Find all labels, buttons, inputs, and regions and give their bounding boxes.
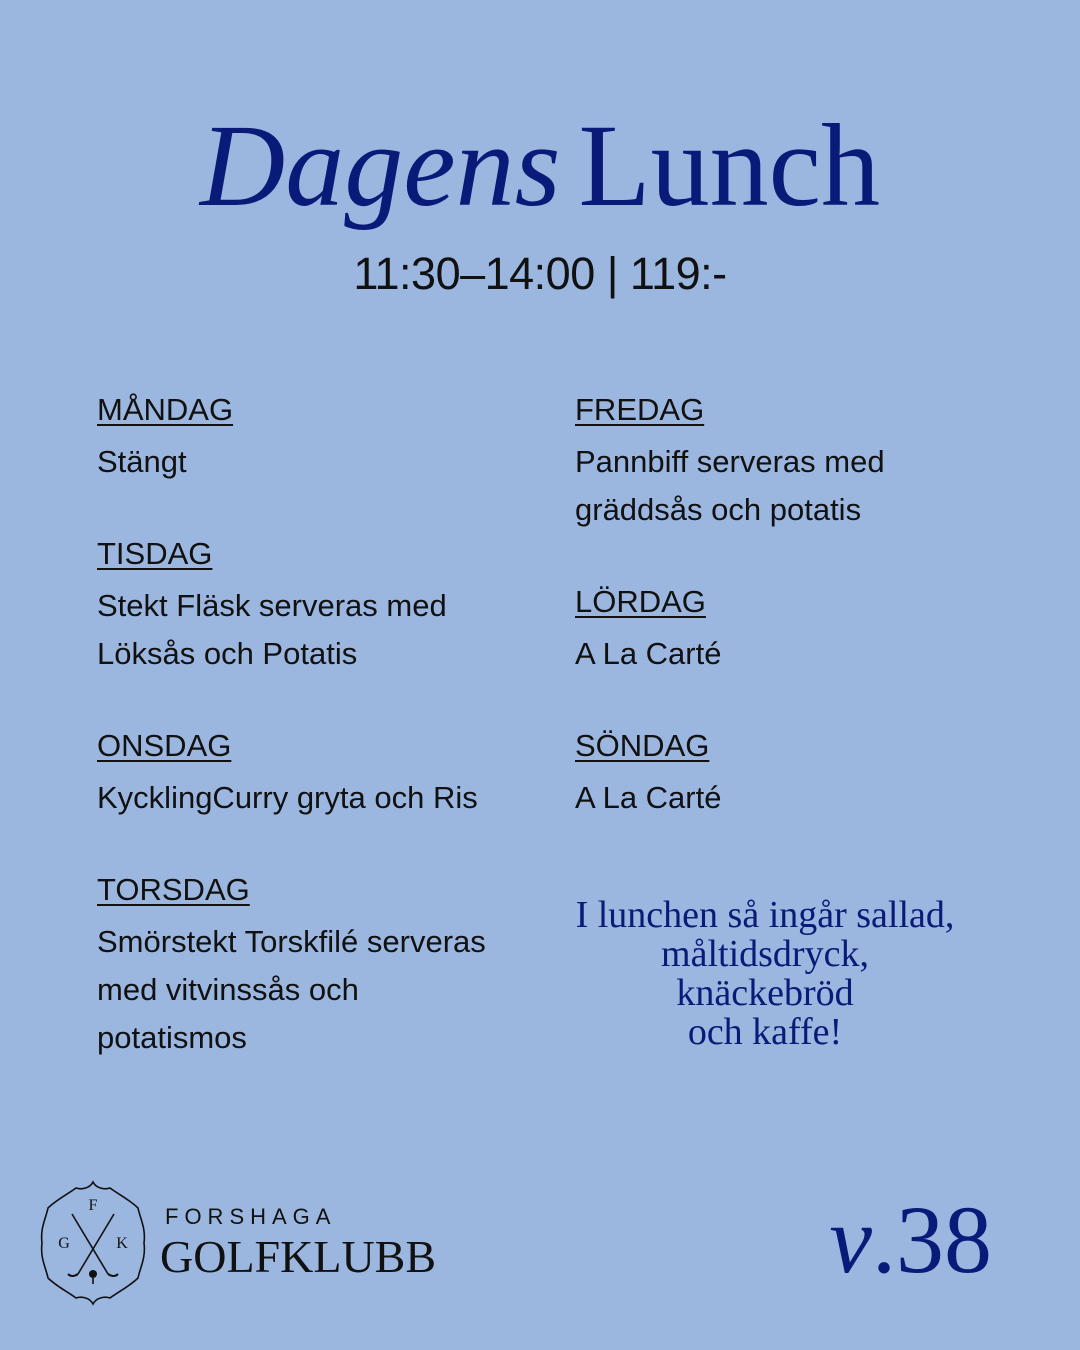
day-wednesday bbox=[97, 726, 557, 822]
week-number bbox=[829, 1180, 992, 1300]
day-sunday bbox=[575, 726, 1035, 822]
dish bbox=[97, 438, 557, 486]
day-name: TISDAG bbox=[97, 536, 213, 571]
golf-club-logo-icon bbox=[38, 1178, 148, 1308]
dish bbox=[97, 918, 557, 1062]
hours-price: 11:30–14:00 | 119:- bbox=[353, 248, 727, 299]
day-tuesday bbox=[97, 534, 557, 678]
page-title bbox=[0, 96, 1080, 236]
note-line: knäckebröd bbox=[676, 972, 854, 1014]
dish-line: A La Carté bbox=[575, 636, 722, 671]
dish-line: Pannbiff serveras med bbox=[575, 444, 885, 479]
day-monday bbox=[97, 390, 557, 486]
title-regular: Lunch bbox=[578, 100, 880, 231]
dish-line: potatismos bbox=[97, 1020, 247, 1055]
day-name: FREDAG bbox=[575, 392, 705, 427]
lunch-included-note bbox=[540, 896, 990, 1052]
day-name: LÖRDAG bbox=[575, 584, 706, 619]
week-value: .38 bbox=[872, 1186, 992, 1293]
note-line: och kaffe! bbox=[687, 1011, 843, 1053]
brand-forshaga: FORSHAGA bbox=[165, 1204, 337, 1229]
week-prefix: v bbox=[829, 1186, 872, 1293]
title-italic: Dagens bbox=[200, 100, 561, 231]
dish-line: med vitvinssås och bbox=[97, 972, 359, 1007]
dish-line: A La Carté bbox=[575, 780, 722, 815]
day-name: ONSDAG bbox=[97, 728, 232, 763]
dish bbox=[97, 582, 557, 678]
dish bbox=[575, 438, 1035, 534]
note-line: måltidsdryck, bbox=[661, 933, 869, 975]
note-line: I lunchen så ingår sallad, bbox=[575, 894, 955, 936]
logo-letter-left: G bbox=[58, 1235, 70, 1252]
dish-line: Stängt bbox=[97, 444, 187, 479]
dish bbox=[575, 630, 1035, 678]
logo-letter-right: K bbox=[116, 1235, 128, 1252]
dish-line: Smörstekt Torskfilé serveras bbox=[97, 924, 486, 959]
dish-line: gräddsås och potatis bbox=[575, 492, 862, 527]
day-name: MÅNDAG bbox=[97, 392, 234, 427]
day-thursday bbox=[97, 870, 557, 1062]
day-name: SÖNDAG bbox=[575, 728, 710, 763]
day-saturday bbox=[575, 582, 1035, 678]
dish bbox=[97, 774, 557, 822]
dish-line: KycklingCurry gryta och Ris bbox=[97, 780, 478, 815]
day-friday bbox=[575, 390, 1035, 534]
dish bbox=[575, 774, 1035, 822]
logo-letter-top: F bbox=[88, 1197, 98, 1214]
day-name: TORSDAG bbox=[97, 872, 250, 907]
brand-golfklubb: GOLFKLUBB bbox=[160, 1231, 437, 1282]
dish-line: Löksås och Potatis bbox=[97, 636, 358, 671]
dish-line: Stekt Fläsk serveras med bbox=[97, 588, 447, 623]
